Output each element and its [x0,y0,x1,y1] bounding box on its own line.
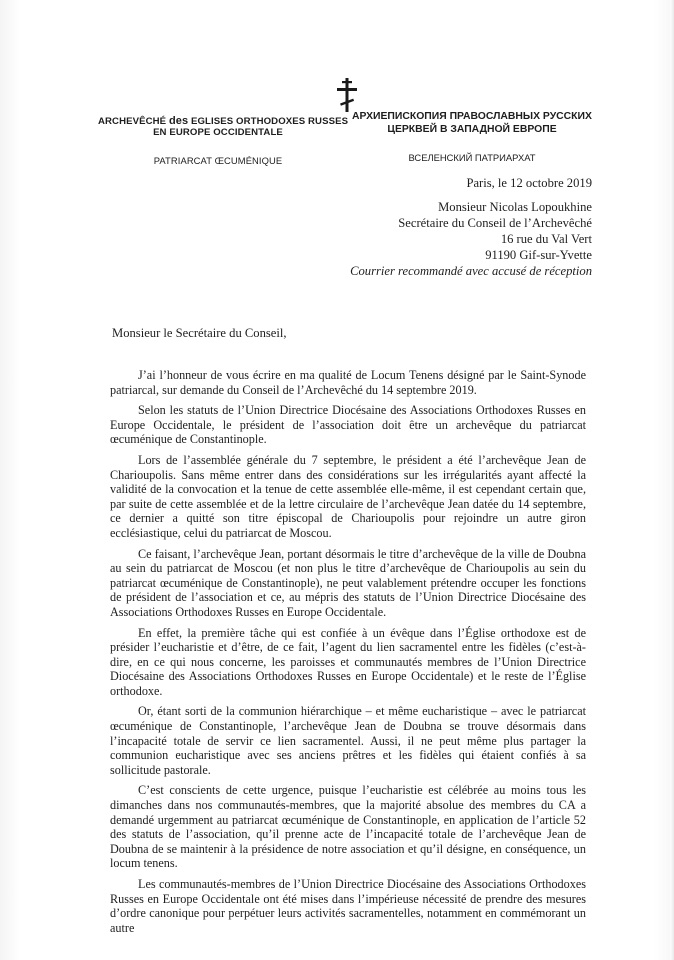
letter-body [110,368,586,941]
recipient-street: 16 rue du Val Vert [500,232,592,246]
recipient-city: 91190 Gif-sur-Yvette [485,248,592,262]
recipient-name: Monsieur Nicolas Lopoukhine [438,200,592,214]
paragraph: En effet, la première tâche qui est confiée à un évêque dans l’Église orthodoxe est de présider l’eucharistie et d’être, de ce fait, l’agent du lien sacramentel entre les fidèles (c’est-à-dire, en ce qui nous concerne, les paroisses et communautés membres de l’Union Directrice Diocésaine des Associations Orthodoxes Russes en Europe Occidentale) et le reste de l’Église orthodoxe. [110,625,586,698]
address-block [272,175,592,279]
scan-edge-shadow [670,0,674,960]
header-right-block [352,111,592,165]
header-left-title-prefix: ARCHEVÊCHÉ [98,116,167,127]
header-left-subtitle: EN EUROPE OCCIDENTALE [153,127,283,138]
header-right-patriarchate: ВСЕЛЕНСКИЙ ПАТРИАРХАТ [408,152,536,164]
delivery-note: Courrier recommandé avec accusé de réception [350,264,592,278]
header-left-title-mid: des [168,115,189,127]
paragraph: Or, étant sorti de la communion hiérarchique – et même eucharistique – avec le patriarcat œcuménique de Constantinople, l’archevêque Jean de Doubna se trouve désormais dans l’incapacité totale de servir ce lien sacramentel. Aussi, il ne peut même plus partager la communion eucharistique avec ses anciens prêtres et les fidèles qui étaient confiés à sa sollicitude pastorale. [110,704,586,777]
paragraph: Ce faisant, l’archevêque Jean, portant désormais le titre d’archevêque de la ville de Doubna au sein du patriarcat de Moscou (et non plus le titre d’archevêque de Charioupolis au sein du patriarcat œcuménique de Constantinople), ne peut valablement prétendre occuper les fonctions de président de l’association et ce, au mépris des statuts de l’Union Directrice Diocésaine des Associations Orthodoxes Russes en Europe Occidentale. [110,546,586,619]
paragraph: C’est conscients de cette urgence, puisque l’eucharistie est célébrée au moins tous les dimanches dans nos communautés-membres, que la majorité absolue des membres du CA a demandé urgemment au patriarcat œcuménique de Constantinople, en application de l’article 52 des statuts de l’association, qu’il prenne acte de l’incapacité totale de l’archevêque Jean de Doubna de se maintenir à la présidence de notre association et qu’il désigne, en conséquence, un locum tenens. [110,783,586,871]
header-left-patriarchate: PATRIARCAT ŒCUMÉNIQUE [153,155,283,166]
paragraph: Selon les statuts de l’Union Directrice Diocésaine des Associations Orthodoxes Russes en Europe Occidentale, le président de l’association doit être un archevêque du patriarcat œcuménique de Constantinople. [110,403,586,447]
orthodox-cross-icon [336,78,358,112]
salutation: Monsieur le Secrétaire du Conseil, [112,326,287,340]
header-right-subtitle: ЦЕРКВЕЙ В ЗАПАДНОЙ ЕВРОПЕ [387,123,557,135]
paragraph: Les communautés-membres de l’Union Directrice Diocésaine des Associations Orthodoxes Russes en Europe Occidentale ont été mises dans l’impérieuse nécessité de prendre des mesures d’ordre canonique pour perpétuer leurs activités sacramentelles, notamment en commémorant un autre [110,877,586,935]
header-left-title-suffix: EGLISES ORTHODOXES RUSSES [190,116,349,127]
paragraph: J’ai l’honneur de vous écrire en ma qualité de Locum Tenens désigné par le Saint-Synode patriarcal, sur demande du Conseil de l’Archevêché du 14 septembre 2019. [110,368,586,397]
header-left-title [98,115,349,127]
letter-date: Paris, le 12 octobre 2019 [466,176,592,190]
paragraph: Lors de l’assemblée générale du 7 septembre, le président a été l’archevêque Jean de Charioupolis. Sans même entrer dans des considérations sur les irrégularités ayant affecté la validité de la convocation et la tenue de cette assemblée elle-même, il est cependant certain que, par suite de cette assemblée et de la lettre circulaire de l’archevêque Jean datée du 14 septembre, ce dernier a quitté son titre épiscopal de Charioupolis pour rejoindre un autre giron ecclésiastique, celui du patriarcat de Moscou. [110,452,586,540]
header-right-title: АРХИЕПИСКОПИЯ ПРАВОСЛАВНЫХ РУССКИХ [352,111,592,122]
recipient-title: Secrétaire du Conseil de l’Archevêché [398,216,592,230]
header-left-block [98,115,349,166]
